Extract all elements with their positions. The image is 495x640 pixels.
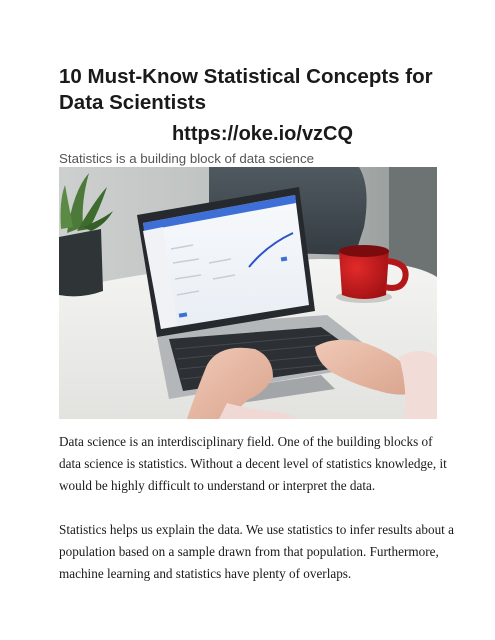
paragraph-2: Statistics helps us explain the data. We use statistics to infer results about a population based on a sample drawn from that population. Furthermore, machine learning and statistics have plenty of overlaps. [59, 522, 454, 581]
article-title: 10 Must-Know Statistical Concepts for Data Scientists [59, 65, 433, 114]
article-link-line [0, 122, 495, 146]
article-subtitle: Statistics is a building block of data science [59, 151, 314, 166]
paragraph-1: Data science is an interdisciplinary field. One of the building blocks of data science is statistics. Without a decent level of statistics knowledge, it would be highly difficult to understand or interpret the data. [59, 434, 447, 493]
article-link[interactable]: https://oke.io/vzCQ [171, 123, 354, 145]
hero-photo [59, 167, 437, 419]
